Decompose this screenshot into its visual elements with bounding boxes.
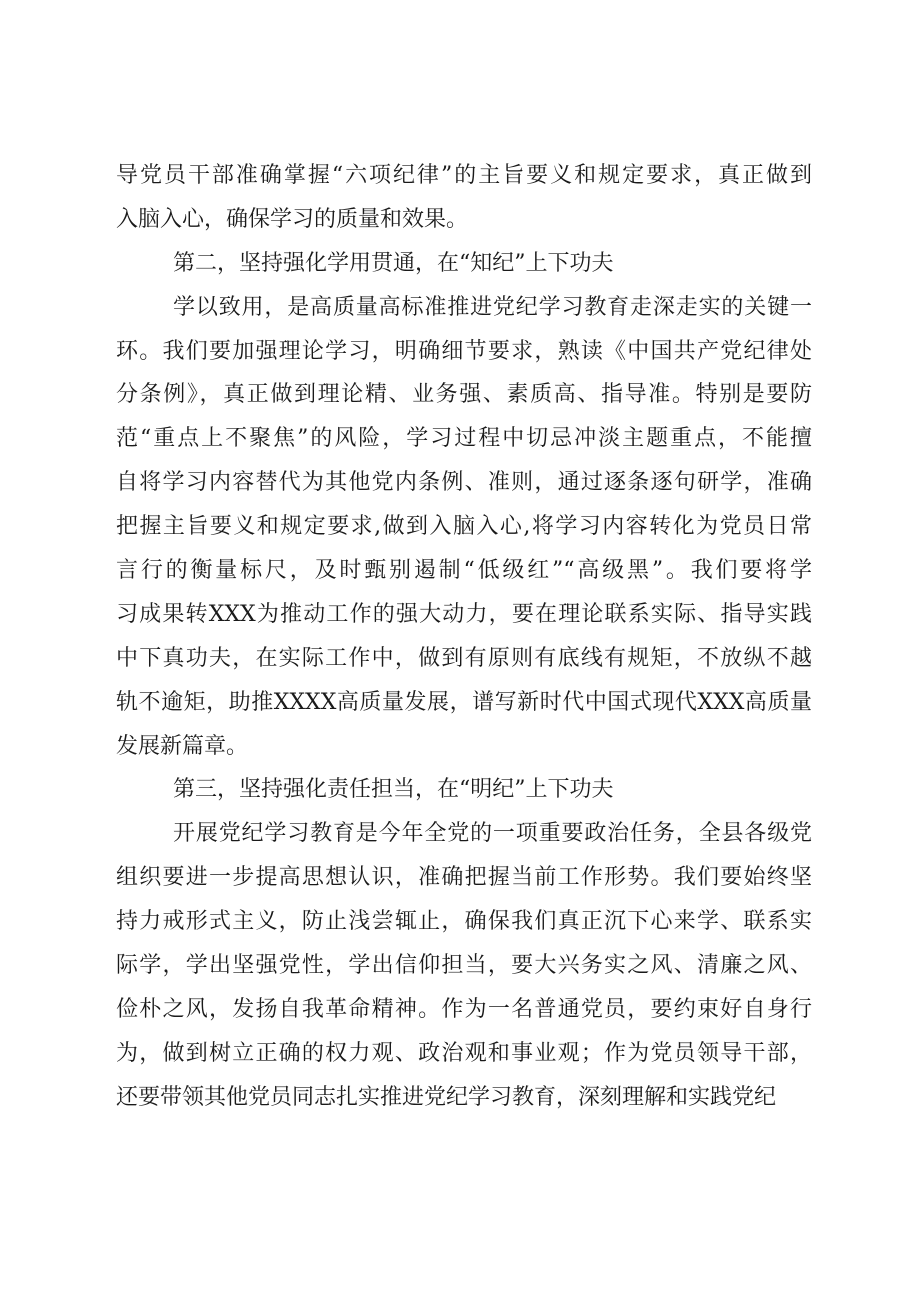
text-line: 把握主旨要义和规定要求,做到入脑入心,将学习内容转化为党员日常 [116,514,812,540]
body-paragraph [116,154,812,242]
text-line: 开展党纪学习教育是今年全党的一项重要政治任务，全县各级党 [173,821,812,847]
text-line: 际学，学出坚强党性，学出信仰担当，要大兴务实之风、清廉之风、 [116,953,812,979]
text-line: 组织要进一步提高思想认识，准确把握当前工作形势。我们要始终坚 [116,865,812,891]
text-line: 为，做到树立正确的权力观、政治观和事业观；作为党员领导干部， [116,1040,812,1066]
text-line: 还要带领其他党员同志扎实推进党纪学习教育，深刻理解和实践党纪 [116,1084,777,1110]
text-line: 轨不逾矩，助推XXXX高质量发展，谱写新时代中国式现代XXX高质量 [116,689,812,715]
text-line: 第三，坚持强化责任担当，在“明纪”上下功夫 [173,777,614,803]
body-paragraph [116,812,812,1119]
body-paragraph [116,286,812,769]
section-heading [116,768,812,812]
section-heading [116,242,812,286]
text-line: 分条例》，真正做到理论精、业务强、素质高、指导准。特别是要防 [116,382,812,408]
text-line: 俭朴之风，发扬自我革命精神。作为一名普通党员，要约束好自身行 [116,996,812,1022]
text-line: 导党员干部准确掌握“六项纪律”的主旨要义和规定要求，真正做到 [116,163,812,188]
text-line: 言行的衡量标尺，及时甄别遏制“低级红”“高级黑”。我们要将学 [116,558,812,584]
text-line: 发展新篇章。 [116,733,249,759]
text-line: 习成果转XXX为推动工作的强大动力，要在理论联系实际、指导实践 [116,601,812,627]
text-line: 学以致用，是高质量高标准推进党纪学习教育走深走实的关键一 [173,294,812,320]
text-line: 环。我们要加强理论学习，明确细节要求，熟读《中国共产党纪律处 [116,338,812,364]
text-line: 入脑入心，确保学习的质量和效果。 [116,206,469,232]
text-line: 自将学习内容替代为其他党内条例、准则，通过逐条逐句研学，准确 [116,470,812,496]
document-body [116,154,812,1120]
text-line: 第二，坚持强化学用贯通，在“知纪”上下功夫 [173,250,614,276]
text-line: 中下真功夫，在实际工作中，做到有原则有底线有规矩，不放纵不越 [116,645,812,671]
text-line: 范“重点上不聚焦”的风险，学习过程中切忌冲淡主题重点，不能擅 [116,426,812,452]
text-line: 持力戒形式主义，防止浅尝辄止，确保我们真正沉下心来学、联系实 [116,909,812,935]
